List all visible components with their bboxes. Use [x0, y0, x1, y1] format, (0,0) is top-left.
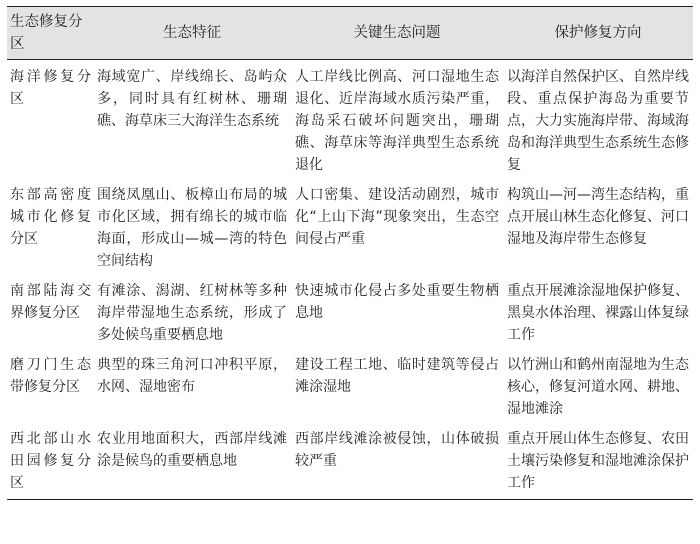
zone-cell: 西北部山水田园修复分区 [7, 425, 93, 500]
table-row [7, 425, 693, 500]
problems-cell: 西部岸线滩涂被侵蚀，山体破损较严重 [291, 425, 503, 500]
ecological-restoration-table [7, 6, 693, 500]
direction-cell: 以海洋自然保护区、自然岸线段、重点保护海岛为重要节点，大力实施海岸带、海域海岛和海洋典型生态系统生态修复 [507, 69, 689, 173]
header-problems: 关键生态问题 [291, 7, 503, 60]
features-cell: 围绕凤凰山、板樟山布局的城市化区域，拥有绵长的城市临海面，形成山—城—湾的特色空间结构 [97, 187, 287, 269]
table-row [7, 181, 693, 277]
table-row [7, 277, 693, 351]
table-row [7, 60, 693, 182]
problems-cell: 建设工程工地、临时建筑等侵占滩涂湿地 [295, 357, 499, 395]
zone-cell: 南部陆海交界修复分区 [10, 283, 91, 321]
problems-cell: 人口密集、建设活动剧烈，城市化“上山下海”现象突出，生态空间侵占严重 [295, 187, 499, 247]
table-header-row [7, 7, 693, 60]
zone-cell: 磨刀门生态带修复分区 [10, 357, 91, 395]
problems-cell: 人工岸线比例高、河口湿地生态退化、近岸海域水质污染严重，海岛采石破坏问题突出，珊瑚礁、海草床等海洋典型生态系统退化 [295, 69, 499, 173]
header-features: 生态特征 [93, 7, 291, 60]
header-zone: 生态修复分区 [7, 7, 93, 60]
zone-cell: 东部高密度城市化修复分区 [10, 187, 91, 247]
table-row [7, 351, 693, 425]
problems-cell: 快速城市化侵占多处重要生物栖息地 [295, 283, 499, 321]
zone-cell: 海洋修复分区 [10, 69, 91, 107]
features-cell: 典型的珠三角河口冲积平原，水网、湿地密布 [97, 357, 287, 395]
features-cell: 海域宽广、岸线绵长、岛屿众多，同时具有红树林、珊瑚礁、海草床三大海洋生态系统 [97, 69, 287, 129]
features-cell: 有滩涂、潟湖、红树林等多种海岸带湿地生态系统，形成了多处候鸟重要栖息地 [97, 283, 287, 343]
direction-cell: 重点开展滩涂湿地保护修复、黑臭水体治理、裸露山体复绿工作 [507, 283, 689, 343]
features-cell: 农业用地面积大，西部岸线滩涂是候鸟的重要栖息地 [93, 425, 291, 500]
header-direction: 保护修复方向 [503, 7, 693, 60]
direction-cell: 重点开展山体生态修复、农田土壤污染修复和湿地滩涂保护工作 [503, 425, 693, 500]
direction-cell: 构筑山—河—湾生态结构，重点开展山林生态化修复、河口湿地及海岸带生态修复 [507, 187, 689, 247]
direction-cell: 以竹洲山和鹤州南湿地为生态核心，修复河道水网、耕地、湿地滩涂 [507, 357, 689, 417]
